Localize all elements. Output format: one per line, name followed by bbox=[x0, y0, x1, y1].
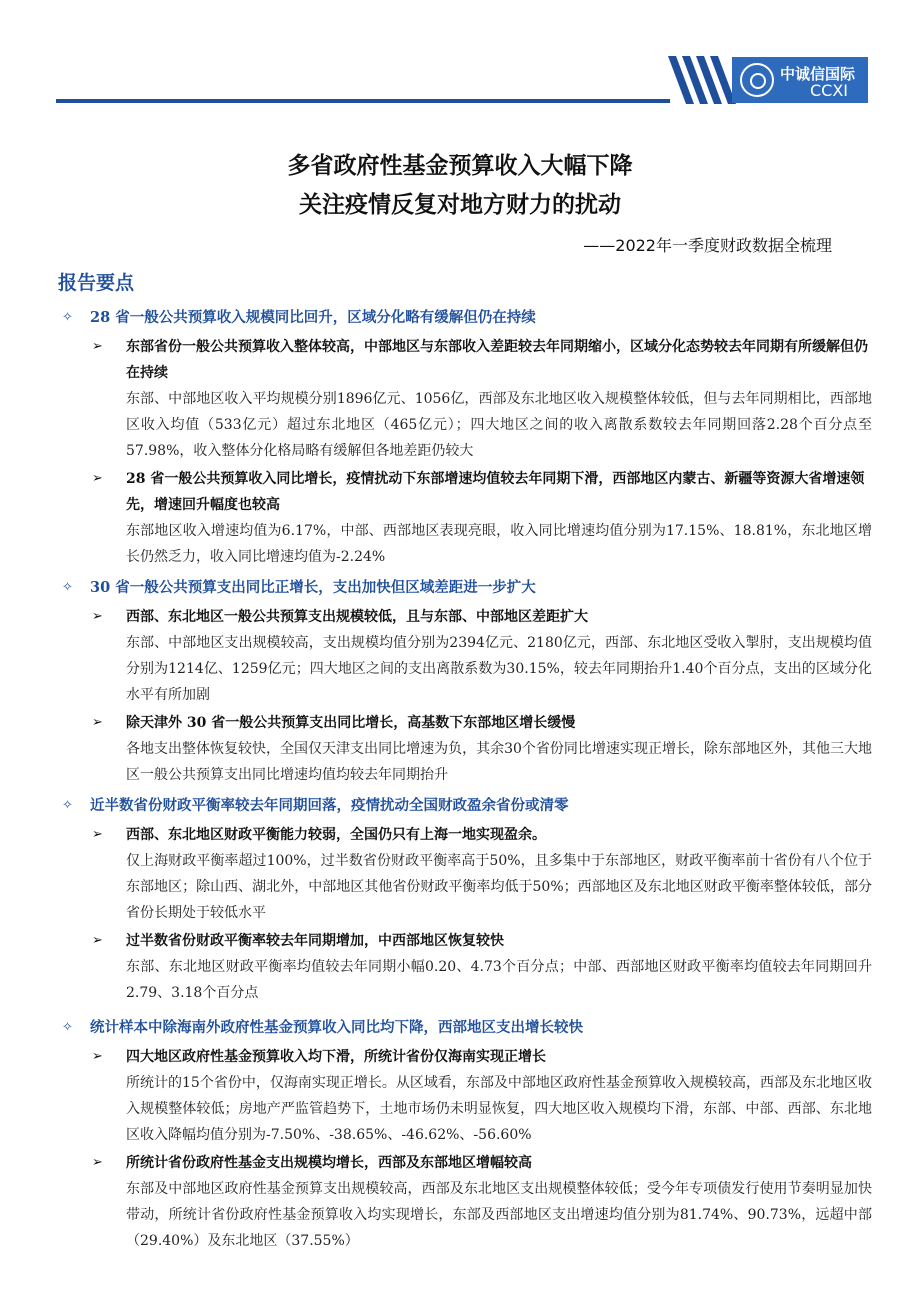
topic-title: 28 省一般公共预算收入规模同比回升，区域分化略有缓解但仍在持续 bbox=[90, 309, 536, 326]
arrow-bullet-icon: ➢ bbox=[92, 609, 103, 624]
arrow-bullet-icon: ➢ bbox=[92, 339, 103, 354]
report-subtitle: ——2022年一季度财政数据全梳理 bbox=[583, 236, 832, 255]
topic-title: 统计样本中除海南外政府性基金预算收入同比均下降，西部地区支出增长较快 bbox=[90, 1019, 583, 1036]
company-logo bbox=[732, 57, 868, 103]
subpoint-heading: ➢ 西部、东北地区一般公共预算支出规模较低，且与东部、中部地区差距扩大 bbox=[62, 604, 872, 630]
topic-3 bbox=[62, 794, 872, 818]
arrow-bullet-icon: ➢ bbox=[92, 715, 103, 730]
subpoint-heading: ➢ 28 省一般公共预算收入同比增长，疫情扰动下东部增速均值较去年同期下滑，西部地区内蒙古、新疆等资源大省增速领先，增速回升幅度也较高 bbox=[62, 466, 872, 518]
subpoint-heading: ➢ 过半数省份财政平衡率较去年同期增加，中西部地区恢复较快 bbox=[62, 928, 872, 954]
arrow-bullet-icon: ➢ bbox=[92, 1155, 103, 1170]
subpoint-heading: ➢ 四大地区政府性基金预算收入均下滑，所统计省份仅海南实现正增长 bbox=[62, 1044, 872, 1070]
subpoint-heading: ➢ 除天津外 30 省一般公共预算支出同比增长，高基数下东部地区增长缓慢 bbox=[62, 710, 872, 736]
report-title-line-1: 多省政府性基金预算收入大幅下降 bbox=[287, 153, 633, 179]
diamond-bullet-icon: ✧ bbox=[62, 310, 73, 325]
subpoint-body: 东部地区收入增速均值为6.17%，中部、西部地区表现亮眼，收入同比增速均值分别为17.15%、18.81%，东北地区增长仍然乏力，收入同比增速均值为-2.24% bbox=[126, 523, 872, 565]
logo-chinese-name: 中诚信国际 bbox=[780, 65, 856, 83]
subpoint-heading: ➢ 所统计省份政府性基金支出规模均增长，西部及东部地区增幅较高 bbox=[62, 1150, 872, 1176]
subpoint-body: 东部、东北地区财政平衡率均值较去年同期小幅0.20、4.73个百分点；中部、西部地区财政平衡率均值较去年同期回升2.79、3.18个百分点 bbox=[126, 959, 872, 1001]
subpoint-heading: ➢ 东部省份一般公共预算收入整体较高，中部地区与东部收入差距较去年同期缩小，区域分化态势较去年同期有所缓解但仍在持续 bbox=[62, 334, 872, 386]
topic-2 bbox=[62, 576, 872, 600]
topic-title: 30 省一般公共预算支出同比正增长，支出加快但区域差距进一步扩大 bbox=[90, 579, 536, 596]
arrow-bullet-icon: ➢ bbox=[92, 933, 103, 948]
arrow-bullet-icon: ➢ bbox=[92, 1049, 103, 1064]
header-rule bbox=[56, 99, 670, 103]
subpoint-body: 各地支出整体恢复较快，全国仅天津支出同比增速为负，其余30个省份同比增速实现正增长，除东部地区外，其他三大地区一般公共预算支出同比增速均值均较去年同期抬升 bbox=[126, 741, 872, 783]
section-heading: 报告要点 bbox=[58, 272, 135, 294]
topic-title: 近半数省份财政平衡率较去年同期回落，疫情扰动全国财政盈余省份或清零 bbox=[90, 797, 569, 814]
diamond-bullet-icon: ✧ bbox=[62, 1020, 73, 1035]
logo-english-name: CCXI bbox=[810, 81, 849, 100]
subpoint-body: 东部及中部地区政府性基金预算支出规模较高，西部及东北地区支出规模整体较低；受今年专项债发行使用节奏明显加快带动，所统计省份政府性基金预算收入均实现增长，东部及西部地区支出增速均值分别为81.74%、90.73%，远超中部（29.40%）及东北地区（37.55%） bbox=[126, 1181, 872, 1249]
key-points bbox=[62, 300, 872, 1254]
subpoint-heading: ➢ 西部、东北地区财政平衡能力较弱，全国仍只有上海一地实现盈余。 bbox=[62, 822, 872, 848]
subpoint-body: 东部、中部地区支出规模较高，支出规模均值分别为2394亿元、2180亿元，西部、东北地区受收入掣肘，支出规模均值分别为1214亿、1259亿元；四大地区之间的支出离散系数为30.15%，较去年同期抬升1.40个百分点，支出的区域分化水平有所加剧 bbox=[126, 635, 872, 703]
report-title-line-2: 关注疫情反复对地方财力的扰动 bbox=[299, 192, 621, 218]
topic-1 bbox=[62, 306, 872, 330]
arrow-bullet-icon: ➢ bbox=[92, 827, 103, 842]
arrow-bullet-icon: ➢ bbox=[92, 471, 103, 486]
subpoint-body: 仅上海财政平衡率超过100%，过半数省份财政平衡率高于50%，且多集中于东部地区，财政平衡率前十省份有八个位于东部地区；除山西、湖北外，中部地区其他省份财政平衡率均低于50%；西部地区及东北地区财政平衡率整体较低，部分省份长期处于较低水平 bbox=[126, 853, 872, 921]
topic-4 bbox=[62, 1016, 872, 1040]
diamond-bullet-icon: ✧ bbox=[62, 798, 73, 813]
subpoint-body: 东部、中部地区收入平均规模分别1896亿元、1056亿，西部及东北地区收入规模整体较低，但与去年同期相比，西部地区收入均值（533亿元）超过东北地区（465亿元）；四大地区之间的收入离散系数较去年同期回落2.28个百分点至57.98%，收入整体分化格局略有缓解但各地差距仍较大 bbox=[126, 391, 872, 459]
subpoint-body: 所统计的15个省份中，仅海南实现正增长。从区域看，东部及中部地区政府性基金预算收入规模较高，西部及东北地区收入规模整体较低；房地产严监管趋势下，土地市场仍未明显恢复，四大地区收入规模均下滑，东部、中部、西部、东北地区收入降幅均值分别为-7.50%、-38.65%、-46.62%、-56.60% bbox=[126, 1075, 872, 1143]
logo-emblem-icon bbox=[740, 63, 774, 97]
diamond-bullet-icon: ✧ bbox=[62, 580, 73, 595]
